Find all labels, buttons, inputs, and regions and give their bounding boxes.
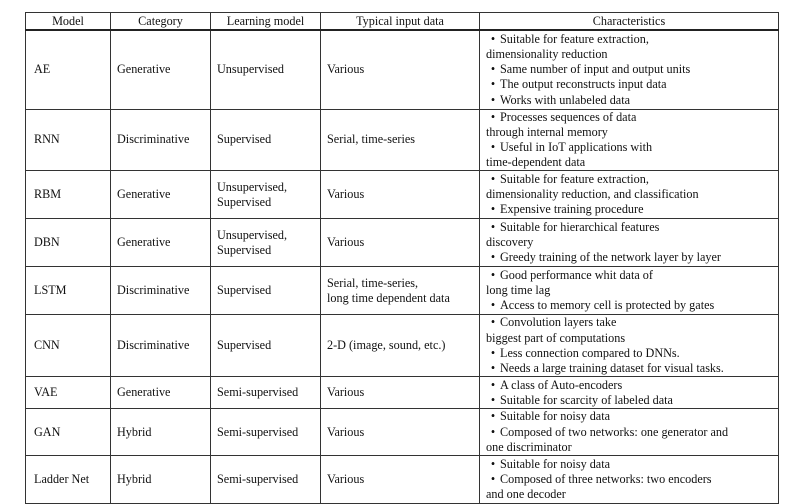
cell-characteristics xyxy=(480,219,779,267)
bullet-icon: • xyxy=(490,361,496,376)
characteristic-line xyxy=(486,472,775,487)
characteristic-line xyxy=(486,32,775,47)
characteristic-text: Needs a large training dataset for visual tasks. xyxy=(500,361,724,376)
cell-input-data xyxy=(321,455,480,503)
cell-model: CNN xyxy=(26,315,111,377)
input-line: Serial, time-series xyxy=(327,132,415,147)
characteristic-text: discovery xyxy=(486,235,534,250)
bullet-icon: • xyxy=(490,77,496,92)
characteristic-text: dimensionality reduction, and classification xyxy=(486,187,699,202)
cell-characteristics xyxy=(480,267,779,315)
input-line: Various xyxy=(327,235,365,250)
bullet-icon: • xyxy=(490,139,496,154)
characteristic-line xyxy=(486,110,775,125)
bullet-icon: • xyxy=(490,220,496,234)
characteristic-text: dimensionality reduction xyxy=(486,46,608,61)
characteristic-text: one discriminator xyxy=(486,439,572,454)
characteristic-text: time-dependent data xyxy=(486,155,586,170)
characteristic-line xyxy=(486,140,775,155)
characteristic-text: A class of Auto-encoders xyxy=(500,377,623,392)
characteristic-line xyxy=(486,283,775,298)
characteristic-line xyxy=(486,155,775,170)
characteristic-text: Access to memory cell is protected by gates xyxy=(500,298,715,313)
cell-input-data xyxy=(321,30,480,109)
learning-line: Supervised xyxy=(217,283,272,298)
characteristic-text: Suitable for noisy data xyxy=(500,409,611,424)
table-row xyxy=(26,409,779,456)
bullet-icon: • xyxy=(490,92,496,107)
characteristic-line xyxy=(486,235,775,250)
header-input-data: Typical input data xyxy=(321,13,480,31)
cell-learning-model xyxy=(211,219,321,267)
characteristic-text: long time lag xyxy=(486,283,551,298)
model-comparison-table xyxy=(25,12,779,504)
cell-learning-model xyxy=(211,267,321,315)
cell-learning-model xyxy=(211,315,321,377)
characteristic-text: biggest part of computations xyxy=(486,330,626,345)
characteristic-text: Same number of input and output units xyxy=(500,62,691,77)
characteristic-text: Greedy training of the network layer by layer xyxy=(500,250,721,265)
learning-line: Unsupervised xyxy=(217,62,285,77)
cell-learning-model xyxy=(211,30,321,109)
characteristic-line xyxy=(486,487,775,502)
table-body xyxy=(26,30,779,503)
learning-line: Semi-supervised xyxy=(217,385,299,400)
cell-characteristics xyxy=(480,109,779,171)
bullet-icon: • xyxy=(490,250,496,265)
cell-learning-model xyxy=(211,409,321,456)
cell-category: Discriminative xyxy=(111,315,211,377)
cell-input-data xyxy=(321,267,480,315)
characteristic-line xyxy=(486,93,775,108)
characteristic-line xyxy=(486,268,775,283)
characteristic-text: and one decoder xyxy=(486,487,566,502)
cell-characteristics xyxy=(480,171,779,219)
characteristic-text: Suitable for feature extraction, xyxy=(500,172,649,186)
characteristic-text: Works with unlabeled data xyxy=(500,92,630,107)
cell-input-data xyxy=(321,219,480,267)
characteristic-line xyxy=(486,298,775,313)
bullet-icon: • xyxy=(490,471,496,486)
input-line: Serial, time-series, xyxy=(327,275,419,290)
characteristic-text: through internal memory xyxy=(486,124,608,139)
bullet-icon: • xyxy=(490,172,496,186)
bullet-icon: • xyxy=(490,456,496,471)
characteristic-line xyxy=(486,378,775,393)
characteristic-text: Composed of three networks: two encoders xyxy=(500,471,712,486)
characteristic-line xyxy=(486,409,775,424)
cell-category: Generative xyxy=(111,30,211,109)
cell-learning-model xyxy=(211,377,321,409)
input-line: Various xyxy=(327,187,365,202)
characteristic-text: Good performance whit data of xyxy=(500,268,653,282)
learning-line: Unsupervised, xyxy=(217,227,288,242)
table-row xyxy=(26,267,779,315)
characteristic-line xyxy=(486,172,775,187)
characteristic-line xyxy=(486,187,775,202)
bullet-icon: • xyxy=(490,392,496,407)
input-line: long time dependent data xyxy=(327,290,450,305)
characteristic-line xyxy=(486,315,775,330)
header-model: Model xyxy=(26,13,111,31)
characteristic-text: Suitable for feature extraction, xyxy=(500,31,649,46)
cell-model: LSTM xyxy=(26,267,111,315)
input-line: Various xyxy=(327,385,365,400)
cell-model: RNN xyxy=(26,109,111,171)
cell-model: RBM xyxy=(26,171,111,219)
bullet-icon: • xyxy=(490,345,496,360)
header-learning-model: Learning model xyxy=(211,13,321,31)
table-row xyxy=(26,455,779,503)
table-row xyxy=(26,30,779,109)
characteristic-line xyxy=(486,250,775,265)
cell-category: Hybrid xyxy=(111,409,211,456)
bullet-icon: • xyxy=(490,268,496,282)
table-row xyxy=(26,109,779,171)
learning-line: Supervised xyxy=(217,194,272,209)
header-row xyxy=(26,13,779,31)
cell-category: Generative xyxy=(111,377,211,409)
cell-model: AE xyxy=(26,30,111,109)
characteristic-line xyxy=(486,125,775,140)
cell-input-data xyxy=(321,315,480,377)
header-characteristics: Characteristics xyxy=(480,13,779,31)
bullet-icon: • xyxy=(490,315,496,330)
learning-line: Supervised xyxy=(217,132,272,147)
input-line: Various xyxy=(327,62,365,77)
learning-line: Supervised xyxy=(217,338,272,353)
cell-model: Ladder Net xyxy=(26,455,111,503)
table-row xyxy=(26,171,779,219)
cell-characteristics xyxy=(480,377,779,409)
characteristic-line xyxy=(486,62,775,77)
characteristic-text: Processes sequences of data xyxy=(500,109,637,124)
characteristic-text: Expensive training procedure xyxy=(500,202,644,217)
characteristic-text: Composed of two networks: one generator and xyxy=(500,424,729,439)
bullet-icon: • xyxy=(490,62,496,77)
header-category: Category xyxy=(111,13,211,31)
characteristic-line xyxy=(486,202,775,217)
cell-characteristics xyxy=(480,315,779,377)
cell-model: VAE xyxy=(26,377,111,409)
bullet-icon: • xyxy=(490,298,496,313)
cell-category: Discriminative xyxy=(111,267,211,315)
cell-learning-model xyxy=(211,455,321,503)
characteristic-text: Useful in IoT applications with xyxy=(500,139,653,154)
characteristic-line xyxy=(486,77,775,92)
bullet-icon: • xyxy=(490,409,496,424)
cell-learning-model xyxy=(211,171,321,219)
characteristic-text: Less connection compared to DNNs. xyxy=(500,345,680,360)
cell-category: Generative xyxy=(111,171,211,219)
characteristic-text: The output reconstructs input data xyxy=(500,77,667,92)
bullet-icon: • xyxy=(490,377,496,392)
characteristic-line xyxy=(486,457,775,472)
cell-category: Discriminative xyxy=(111,109,211,171)
characteristic-line xyxy=(486,361,775,376)
cell-category: Hybrid xyxy=(111,455,211,503)
characteristic-text: Suitable for scarcity of labeled data xyxy=(500,392,673,407)
input-line: Various xyxy=(327,471,365,486)
cell-input-data xyxy=(321,409,480,456)
learning-line: Supervised xyxy=(217,242,272,257)
table-row xyxy=(26,377,779,409)
table-row xyxy=(26,219,779,267)
table-row xyxy=(26,315,779,377)
input-line: 2-D (image, sound, etc.) xyxy=(327,338,446,353)
learning-line: Unsupervised, xyxy=(217,179,288,194)
cell-input-data xyxy=(321,109,480,171)
characteristic-line xyxy=(486,346,775,361)
learning-line: Semi-supervised xyxy=(217,471,299,486)
table-wrapper xyxy=(25,12,778,504)
characteristic-line xyxy=(486,220,775,235)
characteristic-line xyxy=(486,425,775,440)
bullet-icon: • xyxy=(490,109,496,124)
characteristic-text: Suitable for noisy data xyxy=(500,456,611,471)
bullet-icon: • xyxy=(490,31,496,46)
cell-model: GAN xyxy=(26,409,111,456)
cell-characteristics xyxy=(480,409,779,456)
characteristic-line xyxy=(486,393,775,408)
input-line: Various xyxy=(327,424,365,439)
characteristic-line xyxy=(486,440,775,455)
bullet-icon: • xyxy=(490,424,496,439)
characteristic-line xyxy=(486,47,775,62)
characteristic-text: Suitable for hierarchical features xyxy=(500,220,660,234)
cell-category: Generative xyxy=(111,219,211,267)
bullet-icon: • xyxy=(490,202,496,217)
cell-input-data xyxy=(321,377,480,409)
characteristic-text: Convolution layers take xyxy=(500,315,617,330)
cell-learning-model xyxy=(211,109,321,171)
cell-characteristics xyxy=(480,30,779,109)
characteristic-line xyxy=(486,331,775,346)
cell-characteristics xyxy=(480,455,779,503)
learning-line: Semi-supervised xyxy=(217,424,299,439)
cell-model: DBN xyxy=(26,219,111,267)
cell-input-data xyxy=(321,171,480,219)
